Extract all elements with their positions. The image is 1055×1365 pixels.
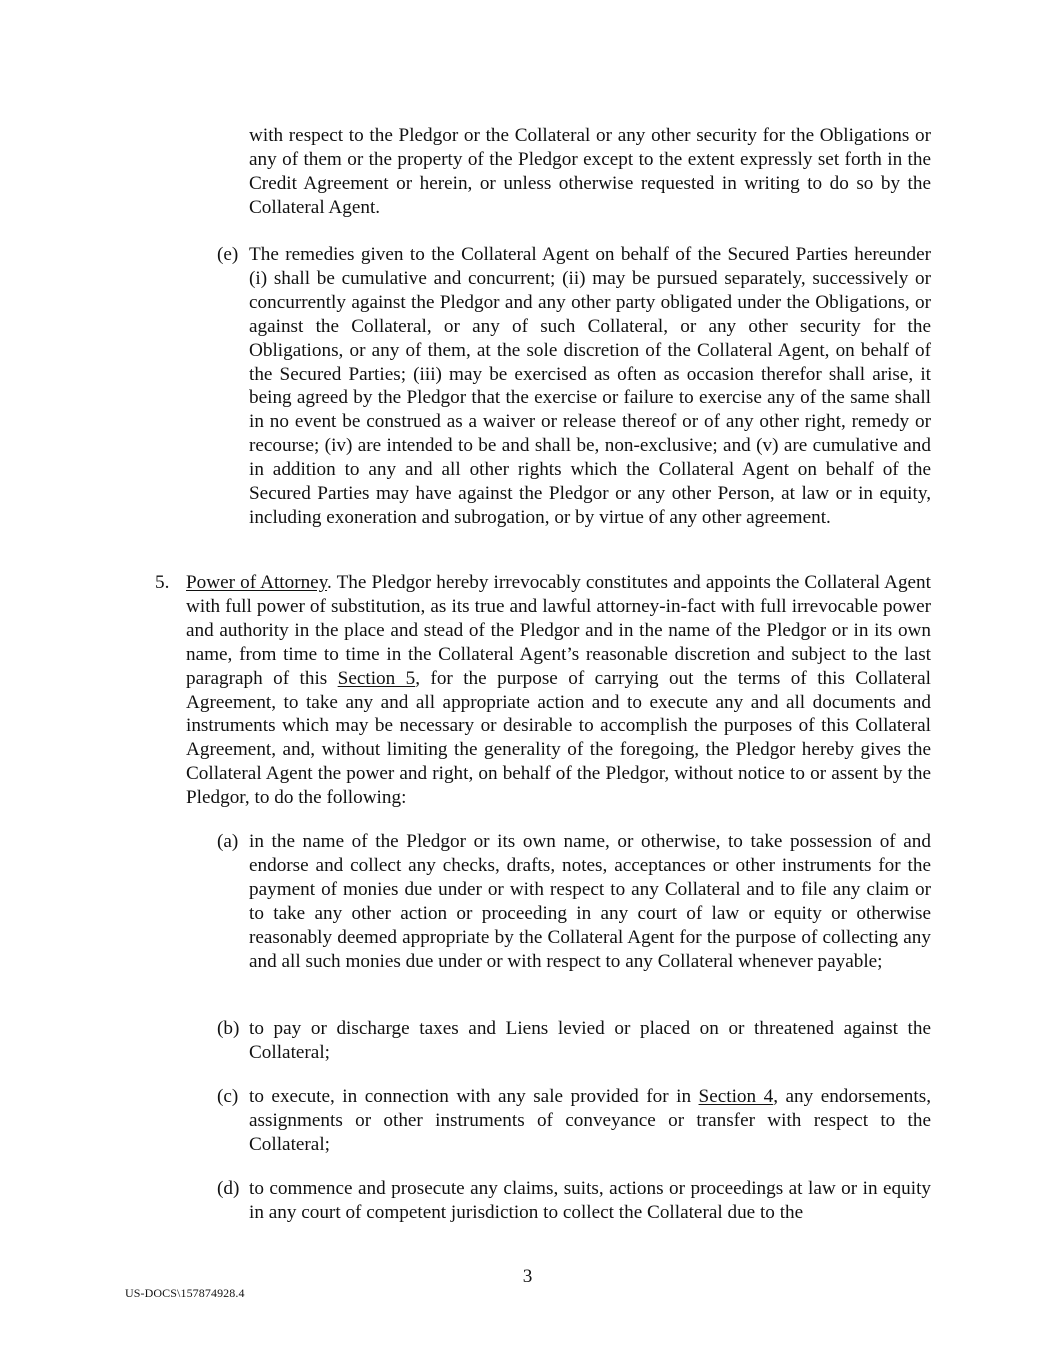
item-label: (d) (217, 1178, 240, 1199)
item-text: to commence and prosecute any claims, suits, actions or proceedings at law or in equity in any court of competent jurisdiction to collect the Collateral due to the (249, 1178, 931, 1223)
item-text: in the name of the Pledgor or its own name, or otherwise, to take possession of and endorse and collect any checks, drafts, notes, acceptances or other instruments for the payment of monies due under or with respect to any Collateral and to file any claim or to take any other action or proceeding in any court of law or equity or otherwise reasonably deemed appropriate by the Collateral Agent for the purpose of collecting any and all such monies due under or with respect to any Collateral whenever payable; (249, 831, 931, 972)
list-item-b (217, 1017, 931, 1065)
item-text: to pay or discharge taxes and Liens levied or placed on or threatened against the Collateral; (249, 1018, 931, 1063)
page-number: 3 (522, 1266, 533, 1287)
section-text (186, 571, 931, 810)
item-text: The remedies given to the Collateral Agent on behalf of the Secured Parties hereunder (i) shall be cumulative and concurrent; (ii) may be pursued separately, successively or concurrently against the Pledgor and any other party obligated under the Obligations, or against the Collateral, or any of such Collateral, or any other security for the Obligations, or any of them, at the sole discretion of the Collateral Agent, on behalf of the Secured Parties; (iii) may be exercised as often as occasion therefor shall arise, it being agreed by the Pledgor that the exercise or failure to exercise any of the same shall in no event be construed as a waiver or release thereof or of any other right, remedy or recourse; (iv) are intended to be and shall be, non-exclusive; and (v) are cumulative and in addition to any and all other rights which the Collateral Agent on behalf of the Secured Parties may have against the Pledgor or any other Person, at law or in equity, including exoneration and subrogation, or by virtue of any other agreement. (249, 244, 931, 528)
section-body-part2: , for the purpose of carrying out the terms of this Collateral Agreement, to take any and all appropriate action and to execute any and all documents and instruments which may be necessary or desirable to accomplish the purposes of this Collateral Agreement, and, without limiting the generality of the foregoing, the Pledgor hereby gives the Collateral Agent the power and right, on behalf of the Pledgor, without notice to or assent by the Pledgor, to do the following: (186, 667, 931, 809)
item-label: (a) (217, 831, 239, 852)
item-text-part1: to execute, in connection with any sale provided for in (249, 1086, 699, 1107)
list-item-e (217, 243, 931, 530)
section-5 (155, 571, 931, 810)
section-reference: Section 5 (337, 667, 416, 689)
section-reference: Section 4 (698, 1086, 774, 1107)
section-heading: Power of Attorney (186, 572, 328, 593)
item-label: (e) (217, 244, 239, 265)
list-item-a (217, 830, 931, 973)
document-id: US-DOCS\157874928.4 (125, 1286, 245, 1300)
continuation-paragraph: with respect to the Pledgor or the Collateral or any other security for the Obligations or any of them or the property of the Pledgor except to the extent expressly set forth in the Credit Agreement or herein, or unless otherwise requested in writing to do so by the Collateral Agent. (249, 125, 931, 218)
item-text-part2: , any endorsements, assignments or other instruments of conveyance or transfer with respect to the Collateral; (249, 1086, 931, 1155)
section-number: 5. (155, 572, 170, 593)
list-item-c (217, 1085, 931, 1157)
item-label: (c) (217, 1086, 239, 1107)
item-text (249, 1085, 931, 1157)
item-label: (b) (217, 1018, 240, 1039)
list-item-d (217, 1177, 931, 1225)
section-body-part1: . The Pledgor hereby irrevocably constitutes and appoints the Collateral Agent with full power of substitution, as its true and lawful attorney-in-fact with full irrevocable power and authority in the place and stead of the Pledgor and in the name of the Pledgor or in its own name, from time to time in the Collateral Agent’s reasonable discretion and subject to the last paragraph of this (186, 572, 931, 689)
